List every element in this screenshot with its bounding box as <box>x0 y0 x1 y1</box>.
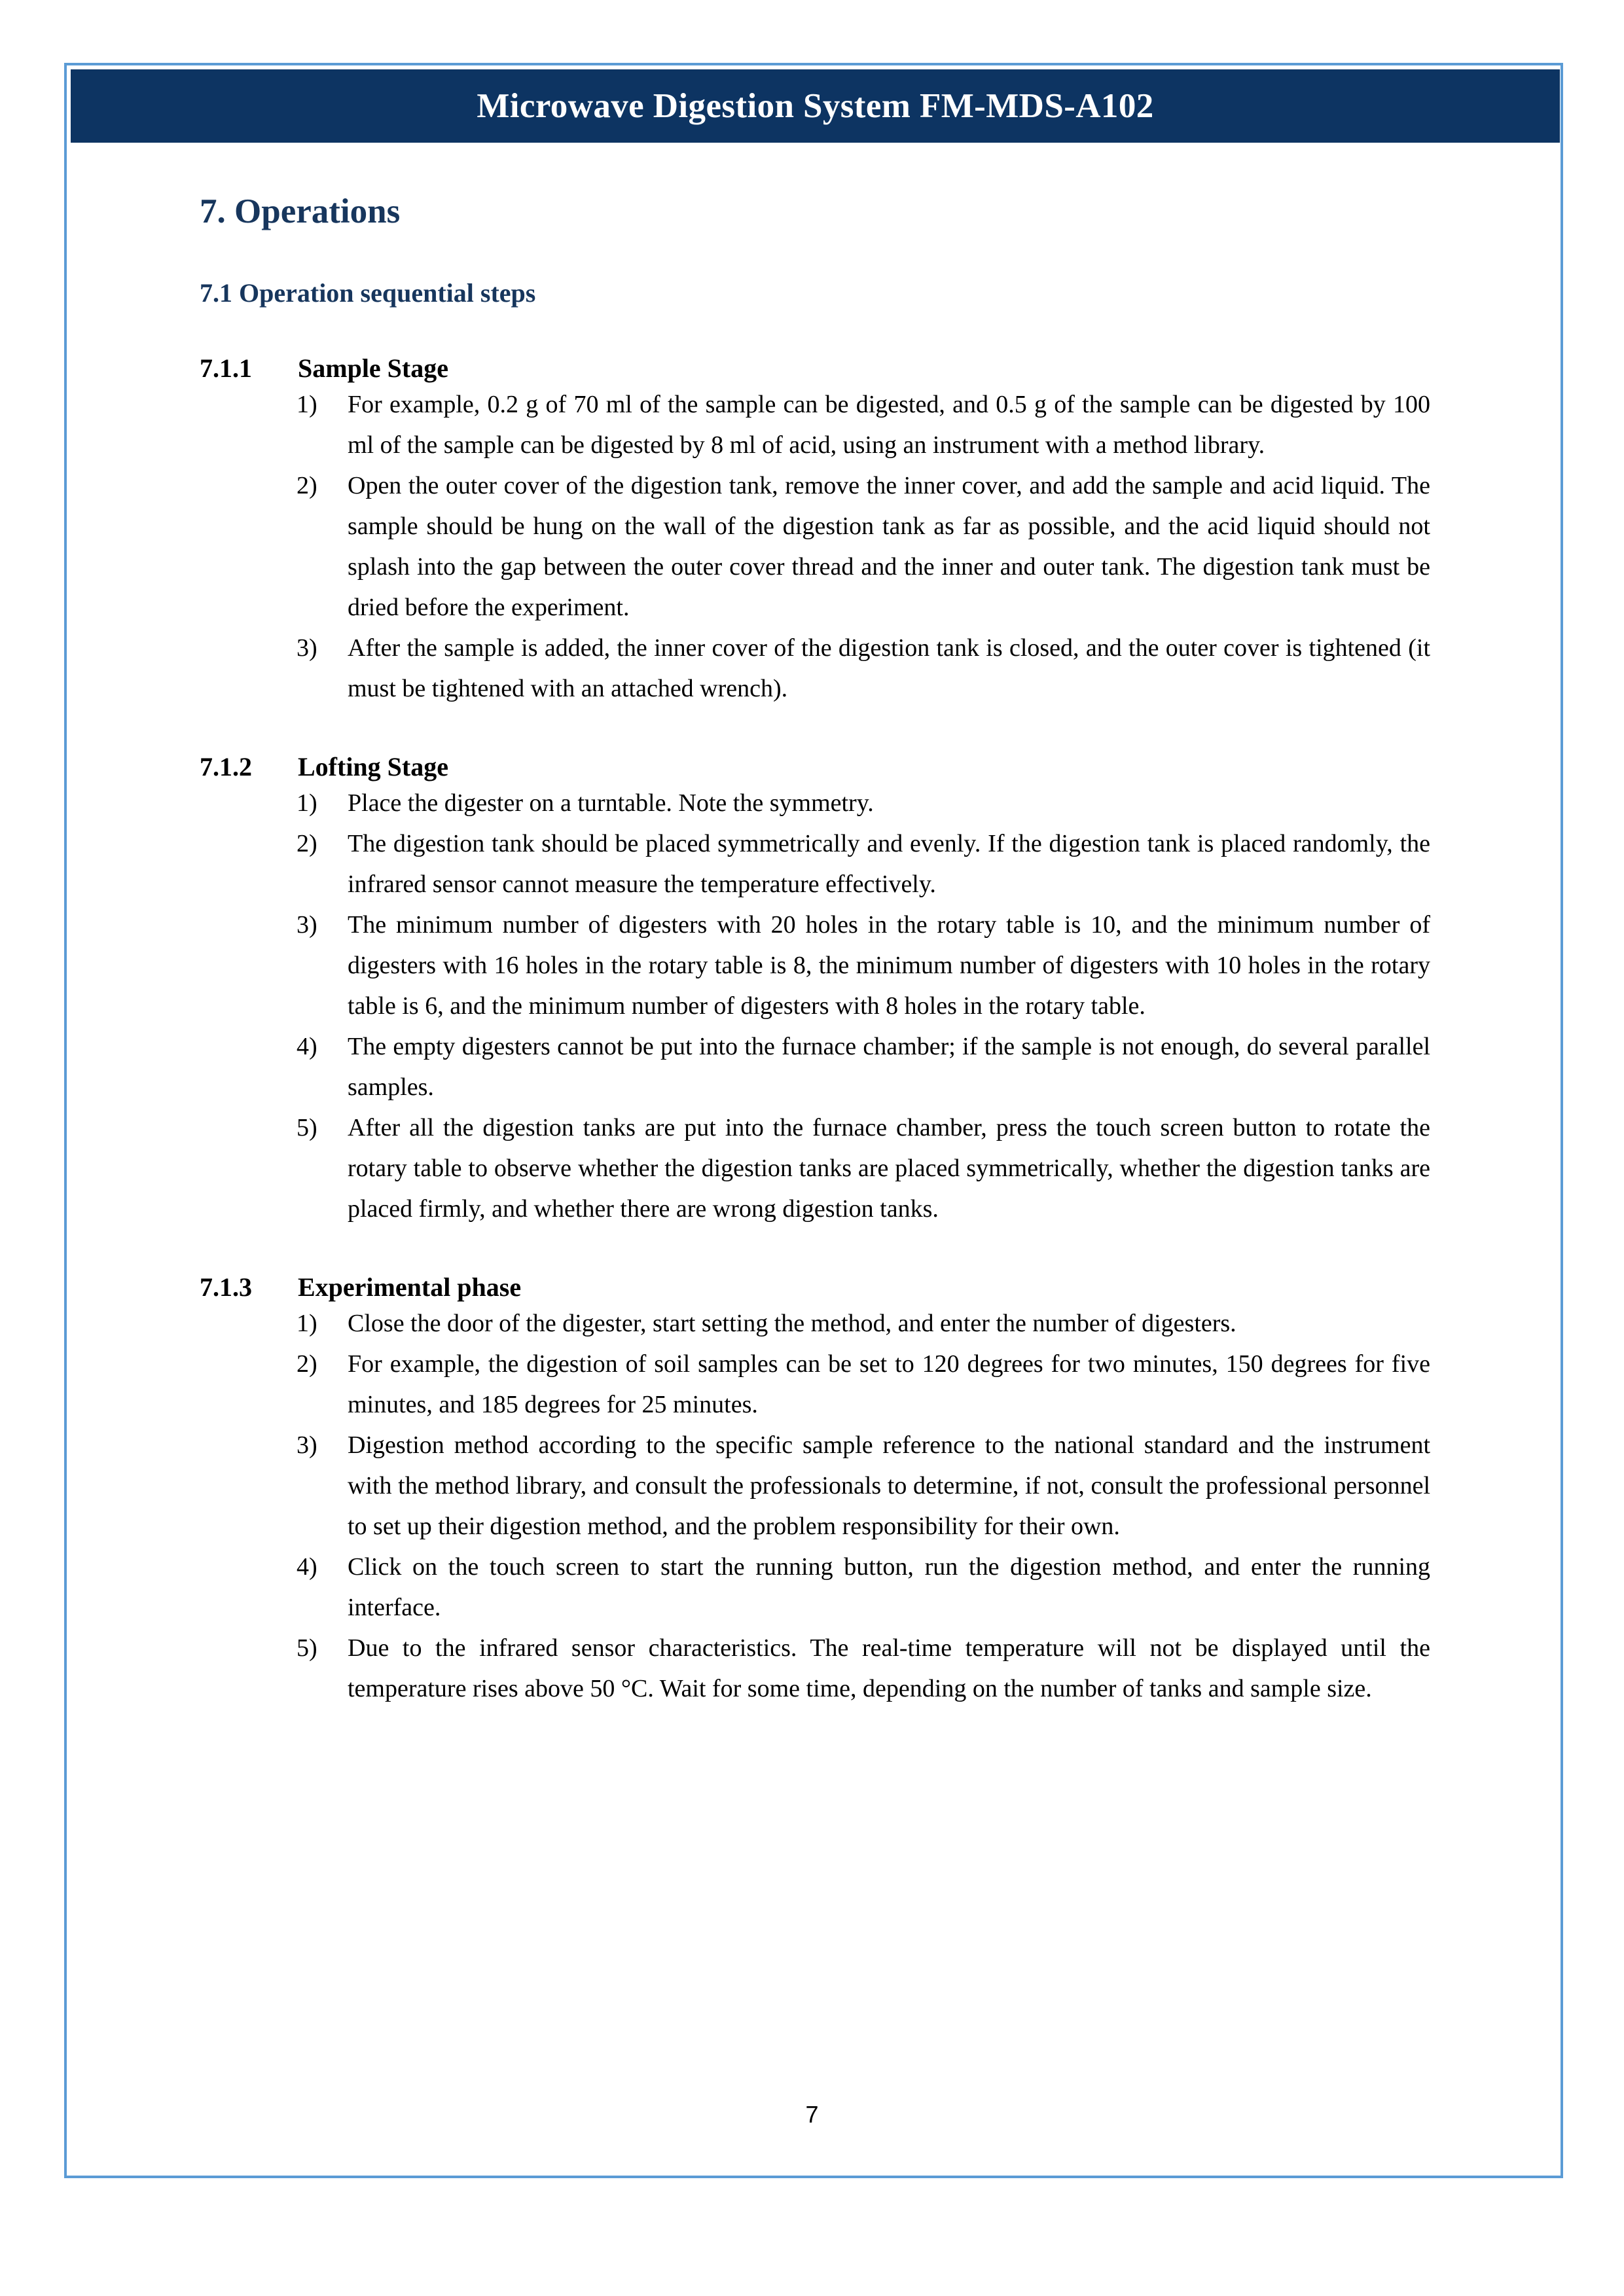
list-item <box>297 465 1430 628</box>
list-marker: 1) <box>297 789 317 817</box>
subsection-heading <box>200 1272 1430 1303</box>
subsection-number: 7.1.1 <box>200 353 252 383</box>
list-marker: 5) <box>297 1634 317 1662</box>
subsection-number: 7.1.3 <box>200 1272 252 1302</box>
list-marker: 5) <box>297 1114 317 1141</box>
subsection-sample-stage <box>200 353 1430 709</box>
step-list <box>297 384 1430 709</box>
list-marker: 4) <box>297 1033 317 1060</box>
page-number: 7 <box>805 2101 819 2128</box>
list-item <box>297 1107 1430 1229</box>
list-item <box>297 1026 1430 1107</box>
section-heading: 7.1 Operation sequential steps <box>200 278 536 308</box>
step-list <box>297 1303 1430 1709</box>
list-text: For example, 0.2 g of 70 ml of the sample can be digested, and 0.5 g of the sample can be digested by 100 ml of the sample can be digested by 8 ml of acid, using an instrument with a method library. <box>348 391 1430 459</box>
page-footer <box>0 2101 1624 2128</box>
list-item <box>297 905 1430 1026</box>
subsection-heading <box>200 751 1430 783</box>
list-marker: 1) <box>297 391 317 418</box>
list-text: Due to the infrared sensor characteristics. The real-time temperature will not be displayed until the temperature rises above 50 °C. Wait for some time, depending on the number of tanks and sample size. <box>348 1634 1430 1702</box>
list-marker: 3) <box>297 911 317 939</box>
list-text: Place the digester on a turntable. Note the symmetry. <box>348 789 874 817</box>
list-marker: 3) <box>297 1431 317 1459</box>
list-marker: 3) <box>297 634 317 662</box>
list-item <box>297 823 1430 905</box>
subsection-label: Lofting Stage <box>298 752 448 781</box>
list-text: After all the digestion tanks are put into the furnace chamber, press the touch screen button to rotate the rotary table to observe whether the digestion tanks are placed symmetrically, whether the digestion tanks are placed firmly, and whether there are wrong digestion tanks. <box>348 1114 1430 1223</box>
list-text: After the sample is added, the inner cover of the digestion tank is closed, and the outer cover is tightened (it must be tightened with an attached wrench). <box>348 634 1430 702</box>
subsection-label: Experimental phase <box>298 1272 522 1302</box>
subsection-lofting-stage <box>200 751 1430 1229</box>
list-marker: 1) <box>297 1310 317 1337</box>
list-item <box>297 384 1430 465</box>
list-text: Digestion method according to the specific sample reference to the national standard and the instrument with the method library, and consult the professionals to determine, if not, consult the professional personnel to set up their digestion method, and the problem responsibility for their own. <box>348 1431 1430 1540</box>
subsection-heading <box>200 353 1430 384</box>
chapter-heading: 7. Operations <box>200 192 401 230</box>
list-item <box>297 1303 1430 1344</box>
list-text: Close the door of the digester, start setting the method, and enter the number of digesters. <box>348 1310 1236 1337</box>
list-item <box>297 628 1430 709</box>
list-item <box>297 1425 1430 1547</box>
list-text: For example, the digestion of soil samples can be set to 120 degrees for two minutes, 150 degrees for five minutes, and 185 degrees for 25 minutes. <box>348 1350 1430 1418</box>
list-text: Open the outer cover of the digestion tank, remove the inner cover, and add the sample and acid liquid. The sample should be hung on the wall of the digestion tank as far as possible, and the acid liquid should not splash into the gap between the outer cover thread and the inner and outer tank. The digestion tank must be dried before the experiment. <box>348 472 1430 621</box>
list-text: The minimum number of digesters with 20 holes in the rotary table is 10, and the minimum number of digesters with 16 holes in the rotary table is 8, the minimum number of digesters with 10 holes in the rotary table is 6, and the minimum number of digesters with 8 holes in the rotary table. <box>348 911 1430 1020</box>
subsection-number: 7.1.2 <box>200 752 252 781</box>
list-marker: 2) <box>297 830 317 857</box>
subsection-label: Sample Stage <box>298 353 448 383</box>
list-marker: 2) <box>297 1350 317 1378</box>
list-item <box>297 1628 1430 1709</box>
document-title: Microwave Digestion System FM-MDS-A102 <box>477 87 1154 125</box>
list-text: The empty digesters cannot be put into the furnace chamber; if the sample is not enough, do several parallel samples. <box>348 1033 1430 1101</box>
list-item <box>297 1547 1430 1628</box>
list-marker: 4) <box>297 1553 317 1581</box>
list-text: Click on the touch screen to start the running button, run the digestion method, and enter the running interface. <box>348 1553 1430 1621</box>
list-item <box>297 1344 1430 1425</box>
page-content <box>200 190 1430 1709</box>
list-item <box>297 783 1430 823</box>
step-list <box>297 783 1430 1229</box>
list-text: The digestion tank should be placed symmetrically and evenly. If the digestion tank is placed randomly, the infrared sensor cannot measure the temperature effectively. <box>348 830 1430 898</box>
subsection-experimental-phase <box>200 1272 1430 1709</box>
page-header-band <box>71 69 1560 143</box>
list-marker: 2) <box>297 472 317 499</box>
